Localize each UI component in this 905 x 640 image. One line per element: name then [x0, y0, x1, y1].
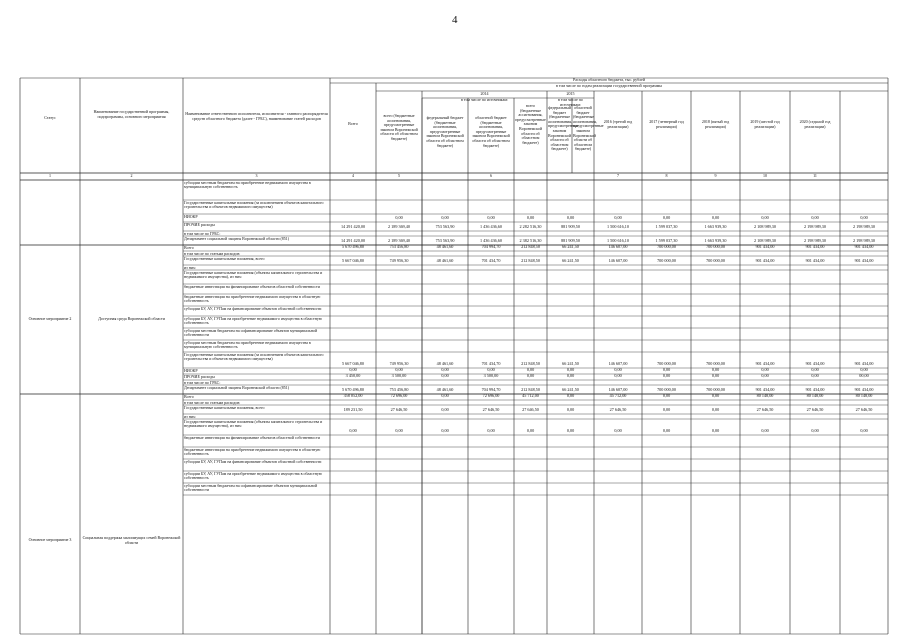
- row-value: 0,00: [614, 428, 622, 433]
- block3-program: Социальная поддержка малоимущих семей Воронежской области: [82, 535, 181, 545]
- row-value: 0,00: [395, 428, 403, 433]
- row-value: 0,00: [349, 428, 357, 433]
- row-value: 146 607,00: [608, 361, 628, 366]
- row-label: субсидии БУ, АУ, ГУПам на приобретение недвижимого имущества в областную собственность: [184, 470, 322, 481]
- column-number: 5: [398, 173, 400, 178]
- row-value: 1 663 939,30: [704, 224, 727, 229]
- row-value: 1 436 436,60: [480, 224, 502, 229]
- row-label: НИОКР: [184, 367, 198, 373]
- header-sub-all-2015: всего (бюджетные ассигнования, предусмотренные законом Воронежской области об областном бюджете): [515, 103, 546, 145]
- row-value: 0,00: [566, 393, 575, 398]
- column-number: 8: [665, 173, 668, 178]
- column-number: 10: [763, 173, 767, 178]
- row-value: 700 000,00: [706, 387, 725, 392]
- block2-program: Доступная среда Воронежской области: [98, 315, 165, 321]
- row-value: 0,00: [662, 407, 671, 412]
- row-value: 2 189 369,40: [388, 238, 410, 243]
- row-value: 66 241,50: [562, 244, 579, 249]
- row-value: 48 461,60: [436, 361, 454, 366]
- header-status: Статус: [44, 115, 56, 120]
- header-y2019: 2019 (шестой год реализации): [750, 119, 780, 129]
- row-value: 0,00: [662, 373, 671, 378]
- row-value: 0,00: [711, 373, 720, 378]
- row-value: 0,00: [441, 393, 449, 398]
- header-incl-2014: в том числе по источникам:: [461, 97, 508, 102]
- row-value: 146 607,00: [608, 244, 628, 249]
- row-value: 1 500 616,10: [607, 238, 629, 243]
- column-number: 6: [490, 173, 492, 178]
- row-value: 2 108 989,30: [754, 238, 776, 243]
- row-label: Всего: [184, 393, 194, 399]
- row-value: 14 291 420,00: [340, 238, 366, 243]
- row-value: 0,00: [395, 367, 403, 372]
- row-value: 48 461,60: [436, 244, 454, 249]
- row-label: ПРОЧИЕ расходы: [184, 221, 215, 227]
- row-value: 189 231,50: [343, 407, 363, 412]
- row-value: 2 198 989,30: [804, 238, 826, 243]
- row-value: 0,00: [349, 367, 357, 372]
- row-value: 753 456,80: [389, 244, 409, 249]
- row-label: Государственные капитальные вложения (за исключением объектов капитального строительства и объектов недвижимого имущества): [184, 199, 324, 210]
- block3-status: Основное мероприятие 3: [28, 537, 72, 542]
- row-value: 27 646,50: [522, 407, 539, 412]
- row-label: субсидии местным бюджетам на приобретение недвижимого имущества в муниципальную собственность: [184, 179, 311, 190]
- column-number: 7: [617, 173, 619, 178]
- row-value: 358 052,00: [343, 393, 363, 398]
- row-label: бюджетные инвестиции на приобретение недвижимого имущества в областную собственность: [184, 293, 321, 304]
- row-value: 212 848,50: [521, 361, 540, 366]
- header-year-2014: 2014: [480, 91, 489, 96]
- row-value: 0,00: [487, 215, 495, 220]
- header-expenses-title: Расходы областного бюджета, тыс. рублей: [573, 77, 645, 82]
- row-value: 0,00: [441, 215, 449, 220]
- row-label: бюджетные инвестиции на приобретение недвижимого имущества в областную собственность: [184, 446, 321, 457]
- column-number: 3: [255, 173, 258, 178]
- row-value: 0,00: [761, 367, 769, 372]
- row-label: субсидии местным бюджетам на софинансирование объектов муниципальной собственности: [184, 327, 318, 338]
- row-value: 901 434,00: [854, 387, 874, 392]
- header-sub-reg-2015: областной бюджет (бюджетные ассигнования, предусмотренные законом Воронежской области об областном бюджете): [573, 105, 604, 152]
- row-value: 3 500,00: [483, 373, 499, 378]
- row-value: 66 241,50: [562, 387, 579, 392]
- table-grid: [20, 78, 888, 634]
- row-value: 27 646,50: [806, 407, 824, 412]
- row-value: 48 461,60: [436, 258, 454, 263]
- row-value: 1 436 436,60: [480, 238, 502, 243]
- row-label: бюджетные инвестиции на финансирование объектов областной собственности: [184, 283, 320, 289]
- row-value: 0,00: [860, 367, 868, 372]
- budget-table: [20, 78, 888, 634]
- row-value: 66 241,50: [562, 361, 579, 366]
- row-value: 0,00: [441, 367, 449, 372]
- row-value: 0,00: [711, 428, 720, 433]
- row-label: Департамент социальной защиты Воронежской области (851): [184, 384, 290, 390]
- row-value: 0,00: [860, 428, 868, 433]
- row-value: 901 434,00: [755, 244, 775, 249]
- row-value: 80 148,00: [855, 393, 873, 398]
- row-label: в том числе по ГРБС:: [184, 379, 221, 385]
- row-value: 700 000,00: [657, 258, 676, 263]
- row-value: 0,00: [662, 215, 671, 220]
- header-y2018: 2018 (пятый год реализации): [701, 119, 730, 129]
- row-value: 80 148,00: [756, 393, 774, 398]
- row-value: 146 607,00: [608, 258, 628, 263]
- row-value: 0,00: [761, 373, 769, 378]
- row-value: 0,00: [566, 367, 575, 372]
- row-value: 212 848,50: [521, 244, 540, 249]
- header-incl-subprogram: в том числе по годам реализации государственной программы: [555, 83, 662, 88]
- row-value: 901 434,00: [805, 387, 825, 392]
- row-label: в том числе по статьям расходов:: [184, 399, 241, 405]
- row-value: 0,00: [566, 407, 575, 412]
- page-number: 4: [452, 14, 458, 26]
- row-value: 700 000,00: [657, 244, 676, 249]
- row-value: 27 646,50: [482, 407, 500, 412]
- row-value: 0,00: [711, 215, 720, 220]
- row-value: 0,00: [614, 367, 622, 372]
- row-value: 0,00: [487, 367, 495, 372]
- row-value: 0,00: [526, 367, 535, 372]
- row-label: бюджетные инвестиции на финансирование объектов областной собственности: [184, 434, 320, 440]
- row-value: 0,00: [526, 428, 535, 433]
- row-label: Государственные капитальные вложения (за исключением объектов капитального строительства и объектов недвижимого имущества): [184, 351, 324, 362]
- row-value: 1 599 037,30: [655, 224, 678, 229]
- row-value: 0,00: [566, 428, 575, 433]
- row-value: 27 646,50: [855, 407, 873, 412]
- row-label: субсидии БУ, АУ, ГУПам на финансирование объектов областной собственности: [184, 305, 322, 311]
- row-value: 0,00: [441, 373, 449, 378]
- row-value: 2 189 369,40: [388, 224, 410, 229]
- row-value: 0,00: [711, 393, 720, 398]
- row-value: 1 663 939,30: [704, 238, 727, 243]
- header-total: Всего: [348, 121, 358, 126]
- block2-status: Основное мероприятие 2: [28, 315, 72, 321]
- row-value: 0,00: [662, 428, 671, 433]
- row-label: Государственные капитальные вложения, всего: [184, 404, 265, 410]
- row-value: 700 000,00: [657, 387, 676, 392]
- row-value: 3 500,00: [391, 373, 407, 378]
- row-value: 901 434,00: [854, 258, 874, 263]
- row-value: 749 956,30: [389, 258, 409, 263]
- row-value: 3 450,00: [345, 373, 361, 378]
- row-value: 2 282 516,30: [519, 224, 542, 229]
- row-value: 901 434,00: [854, 361, 874, 366]
- row-value: 0,00: [811, 428, 819, 433]
- row-label: в том числе по статьям расходов:: [184, 250, 241, 256]
- row-value: 0,00: [441, 407, 449, 412]
- row-label: субсидии БУ, АУ, ГУПам на финансирование объектов областной собственности: [184, 458, 322, 464]
- row-label: НИОКР: [184, 213, 198, 219]
- row-value: 1 599 037,30: [655, 238, 678, 243]
- row-value: 700 000,00: [706, 361, 725, 366]
- row-value: 146 607,00: [608, 387, 628, 392]
- row-label: субсидии местным бюджетам на приобретение недвижимого имущества в муниципальную собственность: [184, 339, 311, 350]
- row-value: 700 000,00: [657, 361, 676, 366]
- row-value: 0,00: [614, 215, 622, 220]
- column-number: 1: [49, 173, 51, 178]
- row-label: из них:: [184, 264, 197, 270]
- header-sub-reg-2014: областной бюджет (бюджетные ассигнования, предусмотренные законом Воронежской области об областном бюджете): [472, 115, 510, 148]
- row-value: 66 241,50: [562, 258, 579, 263]
- header-sub-fed-2014: федеральный бюджет (бюджетные ассигнования, предусмотренные законом Воронежской области об областном бюджете): [426, 115, 464, 148]
- row-value: 0,00: [395, 215, 403, 220]
- row-value: 2 198 989,30: [853, 224, 875, 229]
- row-value: 881 909,50: [561, 224, 580, 229]
- row-value: 0,00: [526, 373, 535, 378]
- row-value: 00,00: [859, 373, 869, 378]
- row-value: 2 198 989,30: [804, 224, 826, 229]
- row-value: 0,00: [711, 407, 720, 412]
- row-value: 0,00: [860, 215, 868, 220]
- row-label: Государственные капитальные вложения, всего: [184, 255, 265, 261]
- row-label: Государственные капитальные вложения (объекты капитального строительства и недвижимого имущества), из них:: [184, 269, 323, 280]
- column-number: 11: [813, 173, 817, 178]
- row-value: 901 434,00: [805, 361, 825, 366]
- row-label: субсидии местным бюджетам на софинансирование объектов муниципальной собственности: [184, 482, 318, 493]
- row-value: 0,00: [811, 373, 819, 378]
- row-value: 2 108 989,30: [754, 224, 776, 229]
- row-label: Всего: [184, 244, 194, 250]
- row-value: 0,00: [441, 428, 449, 433]
- row-value: 27 646,50: [756, 407, 774, 412]
- row-value: 27 646,50: [390, 407, 408, 412]
- row-value: 901 434,00: [755, 361, 775, 366]
- row-value: 72 696,00: [482, 393, 500, 398]
- row-value: 212 848,50: [521, 387, 540, 392]
- row-label: субсидии БУ, АУ, ГУПам на приобретение недвижимого имущества в областную собственность: [184, 315, 322, 326]
- column-number: 9: [714, 173, 717, 178]
- row-value: 0,00: [526, 215, 535, 220]
- row-value: 212 848,50: [521, 258, 540, 263]
- header-sub-all-2014: всего (бюджетные ассигнования, предусмотренные законом Воронежской области об областном бюджете): [380, 113, 418, 141]
- row-value: 753 563,90: [435, 238, 455, 243]
- row-value: 45 712,00: [522, 393, 539, 398]
- row-value: 753 456,80: [389, 387, 409, 392]
- row-value: 0,00: [566, 215, 575, 220]
- row-value: 27 646,50: [609, 407, 627, 412]
- row-label: из них:: [184, 413, 197, 419]
- row-value: 72 696,00: [390, 393, 408, 398]
- row-value: 704 994,70: [481, 387, 501, 392]
- row-value: 901 434,00: [805, 258, 825, 263]
- row-label: Департамент социальной защиты Воронежской области (851): [184, 235, 290, 241]
- row-value: 0,00: [711, 367, 720, 372]
- row-value: 901 434,00: [755, 387, 775, 392]
- row-value: 45 712,00: [609, 393, 627, 398]
- row-value: 0,00: [761, 428, 769, 433]
- header-incl-2015: в том числе по источникам:: [558, 97, 583, 107]
- row-value: 1 500 616,10: [607, 224, 629, 229]
- row-value: 5 667 046,80: [342, 361, 364, 366]
- header-year-2015: 2015: [566, 91, 575, 96]
- row-value: 749 956,30: [389, 361, 409, 366]
- row-value: 701 434,70: [481, 361, 501, 366]
- row-value: 901 434,00: [755, 258, 775, 263]
- row-value: 14 291 420,00: [340, 224, 366, 229]
- row-value: 0,00: [811, 215, 819, 220]
- column-number: 2: [130, 173, 133, 178]
- header-program: Наименование государственной программы, подпрограммы, основного мероприятия: [93, 109, 170, 119]
- row-value: 2 382 516,30: [519, 238, 542, 243]
- column-number: 4: [352, 173, 354, 178]
- header-executor: Наименование ответственного исполнителя, исполнителя - главного распорядителя средств областного бюджета (далее - ГРБС), наименование статей расходов: [185, 111, 328, 121]
- row-value: 0,00: [662, 393, 671, 398]
- row-value: 0,00: [811, 367, 819, 372]
- row-value: 700 000,00: [706, 258, 725, 263]
- row-value: 704 994,70: [481, 244, 501, 249]
- row-value: 901 434,00: [805, 244, 825, 249]
- row-label: в том числе по ГРБС:: [184, 230, 221, 236]
- row-value: 701 434,70: [481, 258, 501, 263]
- row-value: 753 563,90: [435, 224, 455, 229]
- row-value: 5 670 496,80: [342, 244, 364, 249]
- header-y2017: 2017 (четвертый год реализации): [649, 119, 684, 129]
- row-value: 48 461,60: [436, 387, 454, 392]
- row-label: Государственные капитальные вложения (объекты капитального строительства и недвижимого имущества), из них:: [184, 418, 323, 429]
- row-value: 5 670 496,80: [342, 387, 364, 392]
- row-value: 881 909,50: [561, 238, 580, 243]
- header-y2020: 2020 (седьмой год реализации): [799, 119, 831, 129]
- header-y2016: 2016 (третий год реализации): [603, 119, 633, 129]
- row-value: 5 667 046,80: [342, 258, 364, 263]
- header-sub-fed-2015: федеральный бюджет (бюджетные ассигнования, предусмотренные законом Воронежской области об областном бюджете): [548, 105, 579, 152]
- row-value: 80 148,00: [806, 393, 824, 398]
- row-value: 0,00: [614, 373, 622, 378]
- row-value: 700 000,00: [706, 244, 725, 249]
- row-value: 901 434,00: [854, 244, 874, 249]
- row-value: 0,00: [761, 215, 769, 220]
- row-value: 0,00: [662, 367, 671, 372]
- row-label: ПРОЧИЕ расходы: [184, 373, 215, 379]
- row-value: 0,00: [487, 428, 495, 433]
- row-value: 0,00: [566, 373, 575, 378]
- row-value: 2 198 989,30: [853, 238, 875, 243]
